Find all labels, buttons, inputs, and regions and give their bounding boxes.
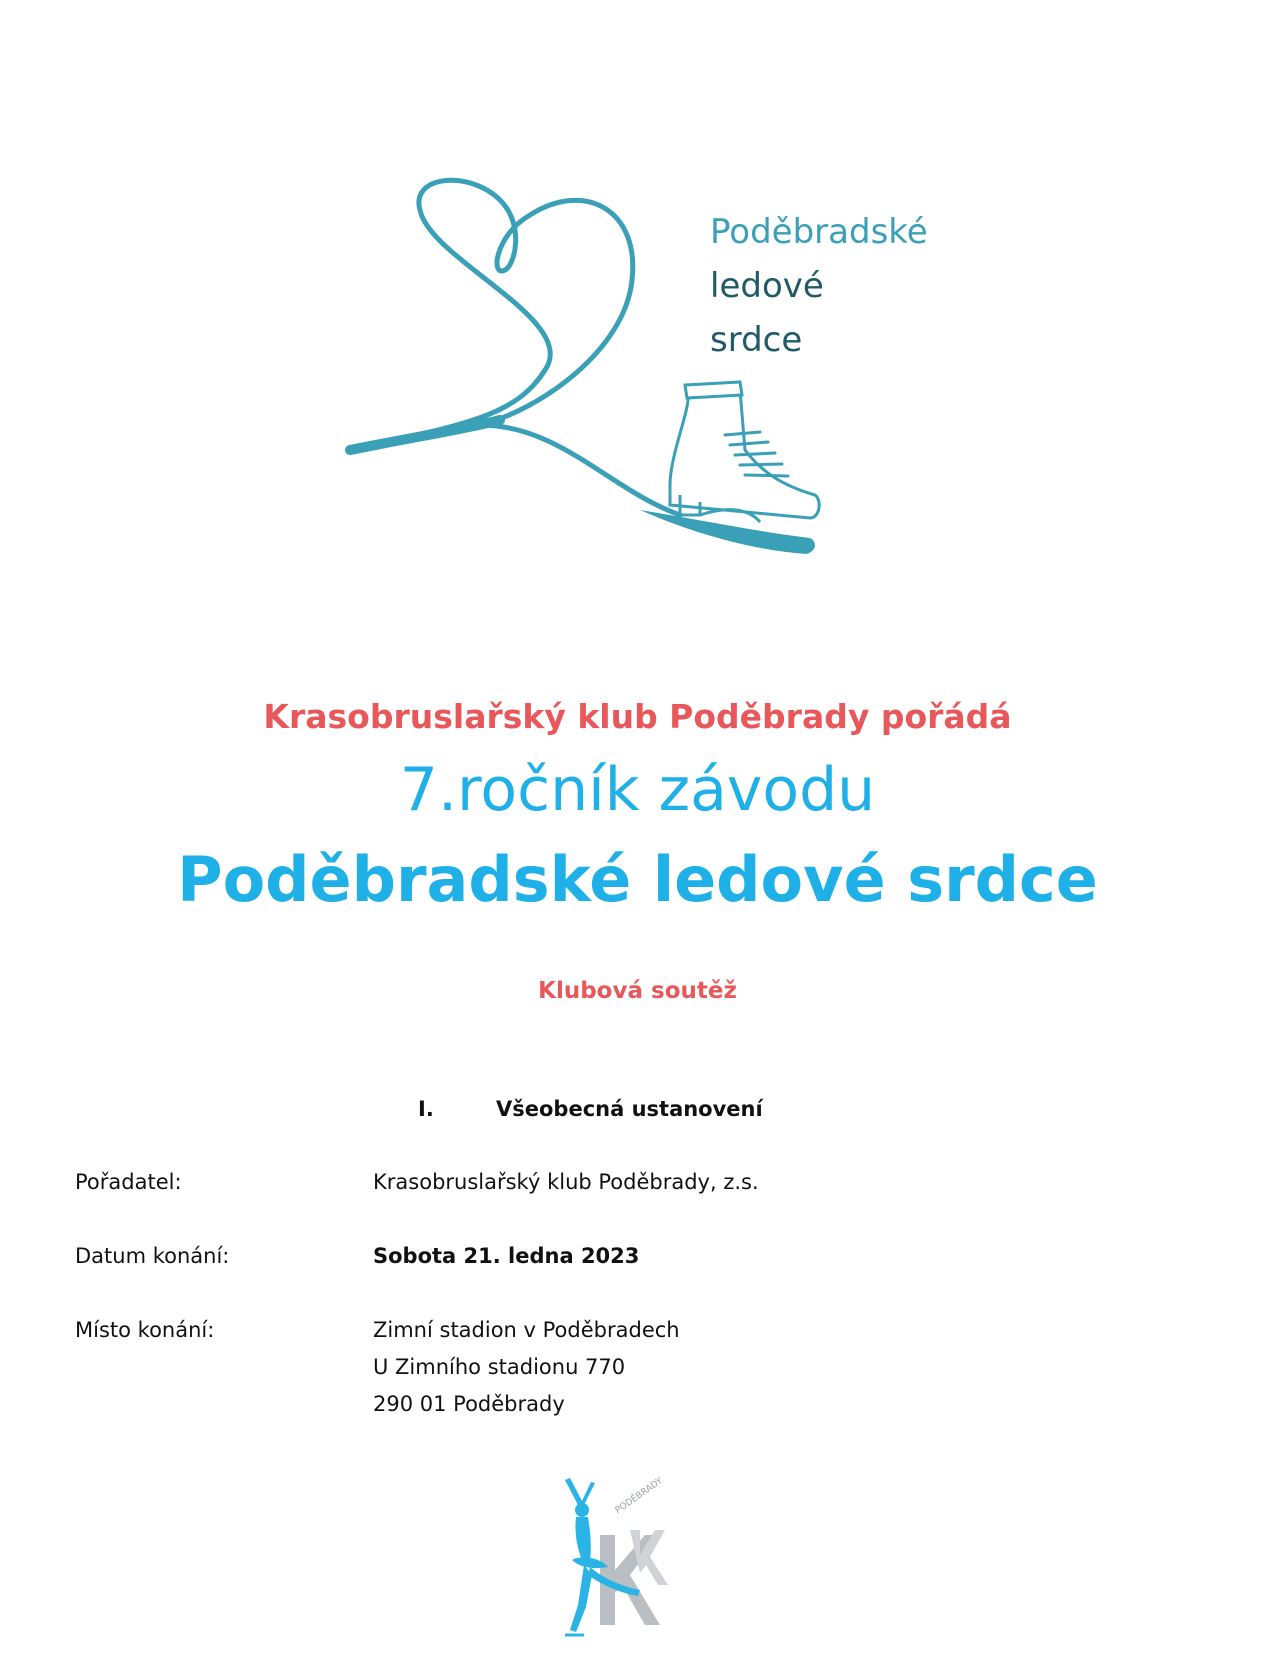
- event-logo: [340, 170, 960, 600]
- organizer-value: Krasobruslařský klub Poděbrady, z.s.: [373, 1170, 759, 1194]
- venue-line-1: Zimní stadion v Poděbradech: [373, 1318, 680, 1342]
- date-value: Sobota 21. ledna 2023: [373, 1244, 640, 1268]
- venue-value: [373, 1312, 680, 1423]
- skater-icon: [560, 1475, 690, 1650]
- venue-line-3: 290 01 Poděbrady: [373, 1392, 565, 1416]
- section-title: Všeobecná ustanovení: [496, 1097, 763, 1121]
- organizer-label: Pořadatel:: [75, 1170, 182, 1194]
- venue-line-2: U Zimního stadionu 770: [373, 1355, 626, 1379]
- club-logo: [560, 1475, 690, 1650]
- venue-label: Místo konání:: [75, 1318, 215, 1342]
- logo-text-line-2: ledové: [710, 266, 824, 306]
- edition-line: 7.ročník závodu: [399, 755, 876, 825]
- logo-text-line-3: srdce: [710, 320, 803, 360]
- date-label: Datum konání:: [75, 1244, 230, 1268]
- organizer-line: Krasobruslařský klub Poděbrady pořádá: [263, 697, 1012, 736]
- event-title: Poděbradské ledové srdce: [177, 843, 1098, 916]
- logo-text-line-1: Poděbradské: [710, 212, 928, 252]
- section-number: I.: [418, 1097, 434, 1121]
- club-logo-text: PODĚBRADY: [613, 1476, 665, 1517]
- competition-type: Klubová soutěž: [538, 978, 737, 1004]
